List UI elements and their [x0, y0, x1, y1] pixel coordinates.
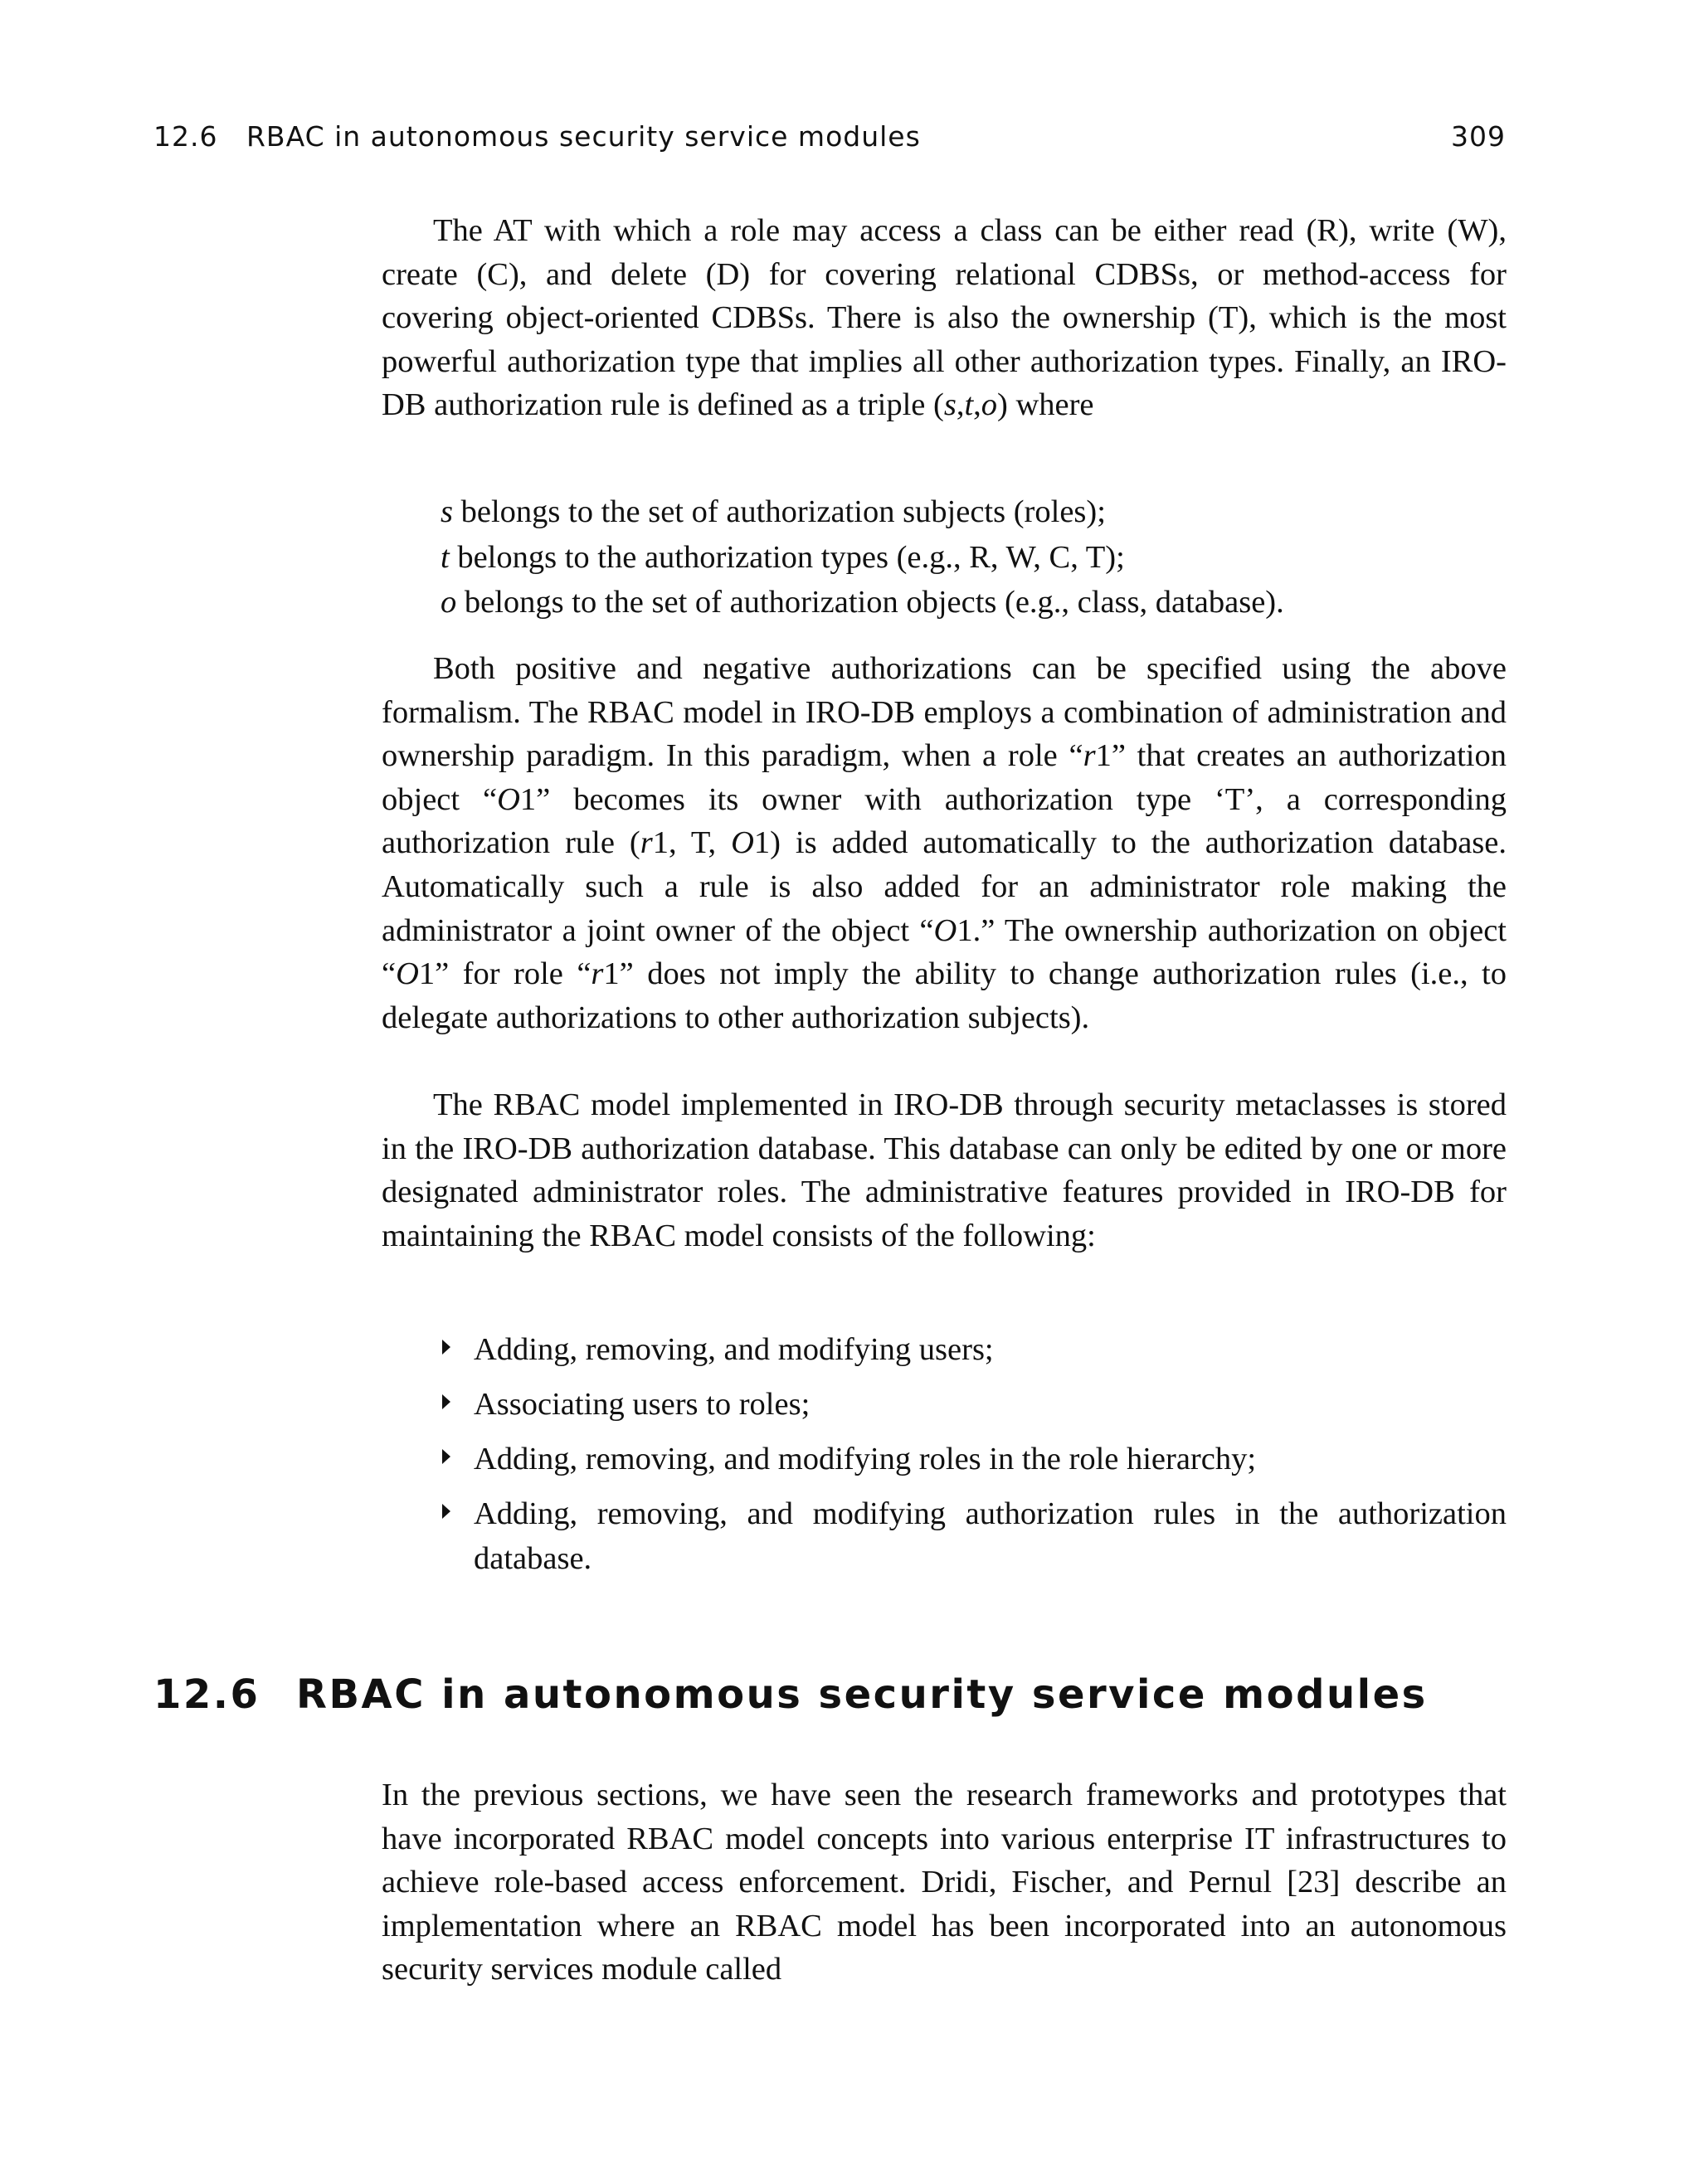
text-run: 1” does not imply the ability to change authorization rules (i.e., to delegate authorizations to other authorization subjects). [382, 956, 1507, 1035]
paragraph-rbac-model [382, 1083, 1507, 1257]
text-run: 1.” The ownership authorization on object “ [382, 912, 1507, 992]
text-run: 1) is added automatically to the authorization database. Automatically such a rule is also added for an administrator role making the administrator a joint owner of the object “ [382, 825, 1507, 948]
triple-var-o: o [981, 387, 998, 423]
section-title: RBAC in autonomous security service modules [296, 1671, 1428, 1718]
paragraph-text: The RBAC model implemented in IRO-DB through security metaclasses is stored in the IRO-DB authorization database. This database can only be edited by one or more designated administrator roles. The administrative features provided in IRO-DB for maintaining the RBAC model consists of the following: [382, 1087, 1507, 1253]
section-number: 12.6 [153, 1671, 260, 1718]
paragraph-positive-negative [382, 647, 1507, 1039]
page-number: 309 [1451, 120, 1506, 153]
item-var: t [441, 539, 450, 575]
italic-o: O [396, 956, 419, 992]
list-item-text: Associating users to roles; [474, 1387, 811, 1422]
italic-o: O [933, 912, 957, 948]
italic-r: r [591, 956, 604, 992]
running-header [153, 120, 1506, 157]
item-text: belongs to the set of authorization subjects (roles); [452, 494, 1106, 529]
section-heading [153, 1671, 1506, 1729]
list-item-text: Adding, removing, and modifying authorization rules in the authorization database. [474, 1496, 1507, 1576]
list-item-text: Adding, removing, and modifying roles in the role hierarchy; [474, 1442, 1257, 1476]
list-item [441, 1327, 1507, 1372]
list-item-text: Adding, removing, and modifying users; [474, 1332, 994, 1367]
text-run: 1” for role “ [418, 956, 591, 992]
item-var: s [441, 494, 453, 529]
text-run: 1” that creates an authorization object “ [382, 738, 1507, 817]
item-var: o [441, 585, 457, 620]
admin-features-list [441, 1327, 1507, 1591]
paragraph-text: In the previous sections, we have seen the research frameworks and prototypes that have incorporated RBAC model concepts into various enterprise IT infrastructures to achieve role-based access enforcement. Dridi, Fischer, and Pernul [23] describe an implementation where an RBAC model has been incorporated into an autonomous security services module called [382, 1778, 1507, 1987]
triple-item-o [441, 580, 1507, 625]
list-item [441, 1382, 1507, 1427]
italic-r: r [640, 825, 653, 861]
triple-item-t [441, 535, 1507, 581]
italic-o: O [497, 781, 520, 817]
paragraph-authorization-types: The AT with which a role may access a class can be either read (R), write (W), create (C), and delete (D) for covering relational CDBSs, or method-access for covering object-oriented CDBSs. There is also the ownership (T), which is the most powerful authorization type that implies all other authorization types. Finally, an IRO-DB authorization rule is defined as a triple (s,t,o) where [382, 213, 1507, 423]
triple-var-t: t [964, 387, 974, 423]
item-text: belongs to the set of authorization objects (e.g., class, database). [456, 585, 1284, 620]
text-run: 1” becomes its owner with authorization type ‘T’, a corresponding authorization rule ( [382, 781, 1507, 861]
paragraph-text: The AT with which a role may access a class can be either read (R), write (W), create (C), and delete (D) for covering relational CDBSs, or method-access for covering object-oriented CDBSs. There is also the ownership (T), which is the most powerful authorization type that implies all other authorization types. Finally, an IRO-DB authorization rule is defined as a triple [382, 213, 1507, 423]
header-section-number: 12.6 [153, 120, 218, 153]
bullet-icon [442, 1394, 450, 1409]
paragraph-section-intro [382, 1773, 1507, 1992]
bullet-icon [442, 1340, 450, 1355]
text-run: 1, T, [652, 825, 732, 861]
bullet-icon [442, 1449, 450, 1464]
italic-o: O [731, 825, 754, 861]
list-item [441, 1491, 1507, 1581]
triple-definition-list [441, 489, 1507, 625]
item-text: belongs to the authorization types (e.g., R, W, C, T); [449, 539, 1125, 575]
bullet-icon [442, 1504, 450, 1519]
text-run: Both positive and negative authorizations can be specified using the above formalism. The RBAC model in IRO-DB employs a combination of administration and ownership paradigm. In this paradigm, when a role “ [382, 651, 1507, 774]
paragraph-tail: where [1007, 387, 1094, 423]
italic-r: r [1083, 738, 1096, 774]
triple-var-s: s [943, 387, 957, 423]
triple-item-s [441, 489, 1507, 535]
list-item [441, 1437, 1507, 1481]
header-section-title: RBAC in autonomous security service modules [246, 120, 921, 153]
